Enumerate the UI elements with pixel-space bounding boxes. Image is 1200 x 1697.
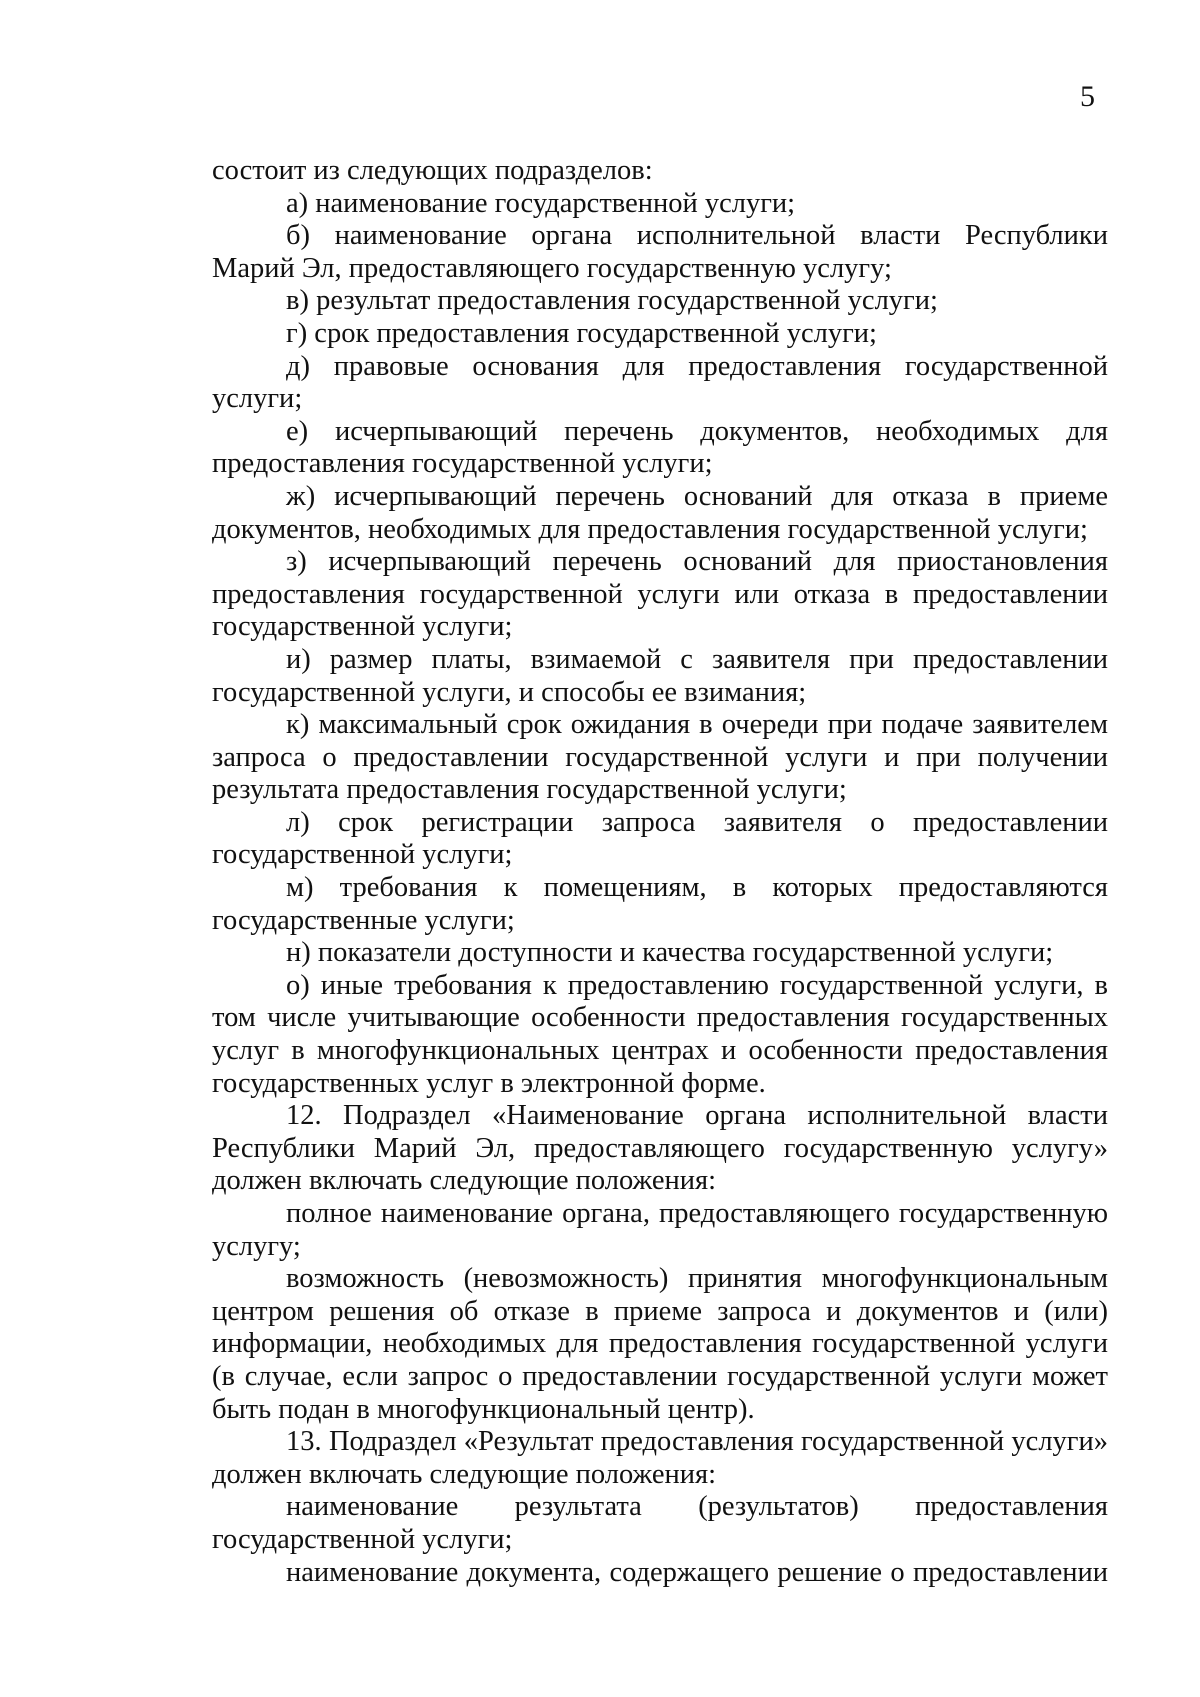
list-item: в) результат предоставления государственной услуги; xyxy=(286,285,938,317)
list-item: и) размер платы, взимаемой с заявителя при предоставлении государственной услуги, и способы ее взимания; xyxy=(212,643,1108,708)
paragraph: состоит из следующих подразделов: xyxy=(212,155,653,186)
list-item: н) показатели доступности и качества государственной услуги; xyxy=(286,937,1054,969)
paragraph: полное наименование органа, предоставляющего государственную услугу; xyxy=(212,1198,1108,1262)
list-item: е) исчерпывающий перечень документов, необходимых для предоставления государственной услуги; xyxy=(212,415,1108,480)
list-item: о) иные требования к предоставлению государственной услуги, в том числе учитывающие особенности предоставления государственных услуг в многофункциональных центрах и особенности предоставления государственных услуг в электронной форме. xyxy=(212,969,1108,1099)
list-item: г) срок предоставления государственной услуги; xyxy=(286,317,877,349)
paragraph: возможность (невозможность) принятия многофункциональным центром решения об отказе в приеме запроса и документов и (или) информации, необходимых для предоставления государственной услуги (в случае, если запрос о предоставлении государственной услуги может быть подан в многофункциональный центр). xyxy=(212,1263,1108,1425)
list-item: л) срок регистрации запроса заявителя о предоставлении государственной услуги; xyxy=(212,806,1108,871)
list-item: м) требования к помещениям, в которых предоставляются государственные услуги; xyxy=(212,872,1108,936)
list-item: ж) исчерпывающий перечень оснований для отказа в приеме документов, необходимых для предоставления государственной услуги; xyxy=(212,480,1108,545)
list-item: б) наименование органа исполнительной власти Республики Марий Эл, предоставляющего государственную услугу; xyxy=(212,220,1108,284)
list-item: з) исчерпывающий перечень оснований для приостановления предоставления государственной услуги или отказа в предоставлении государственной услуги; xyxy=(212,546,1108,643)
list-item: а) наименование государственной услуги; xyxy=(286,187,796,219)
section-paragraph: 12. Подраздел «Наименование органа исполнительной власти Республики Марий Эл, предоставляющего государственную услугу» должен включать следующие положения: xyxy=(212,1100,1108,1197)
section-paragraph: 13. Подраздел «Результат предоставления государственной услуги» должен включать следующие положения: xyxy=(212,1426,1108,1490)
document-body xyxy=(212,155,1108,1589)
paragraph: наименование результата (результатов) предоставления государственной услуги; xyxy=(212,1491,1108,1555)
page-number: 5 xyxy=(1080,80,1095,113)
paragraph: наименование документа, содержащего решение о предоставлении xyxy=(286,1556,1108,1588)
list-item: д) правовые основания для предоставления государственной услуги; xyxy=(212,350,1108,415)
list-item: к) максимальный срок ожидания в очереди при подаче заявителем запроса о предоставлении государственной услуги и при получении результата предоставления государственной услуги; xyxy=(212,709,1108,806)
